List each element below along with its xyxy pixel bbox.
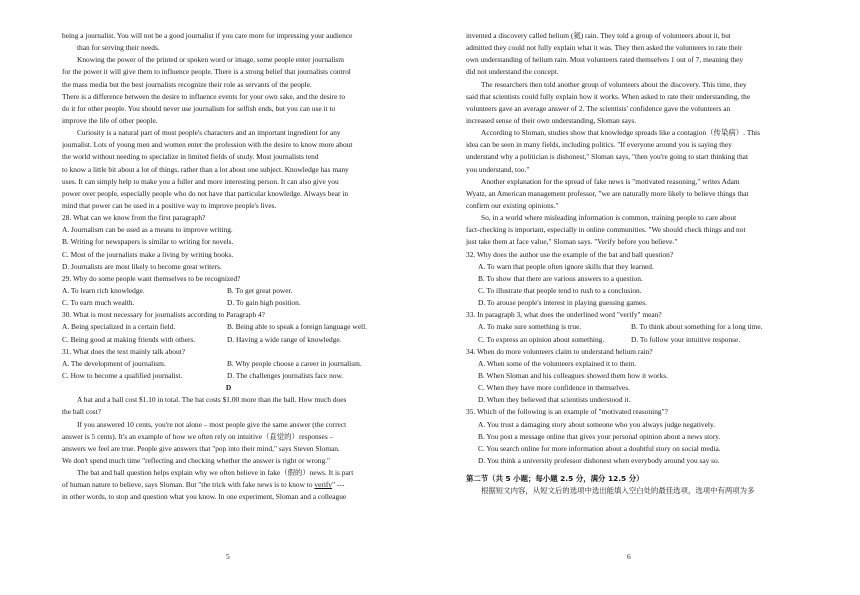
options-29-cd <box>62 297 395 309</box>
text-line: Another explanation for the spread of fake news is "motivated reasoning," writes Adam <box>481 176 740 186</box>
option-32c: C. To illustrate that people tend to rush to a conclusion. <box>478 285 642 295</box>
option-29c: C. To earn much wealth. <box>62 298 135 308</box>
option-35c: C. You search online for more information about a doubtful story on social media. <box>478 443 721 453</box>
option-28b: B. Writing for newspapers is similar to writing for novels. <box>62 237 234 247</box>
option-30d: D. Having a wide range of knowledge. <box>227 334 342 344</box>
text-line: A bat and a ball cost $1.10 in total. The bat costs $1.00 more than the ball. How much does <box>77 395 347 405</box>
page-number-right: 6 <box>627 552 631 561</box>
option-33c: C. To express an opinion about something. <box>478 334 605 344</box>
text-segment: " --- <box>332 480 345 490</box>
option-33d: D. To follow your intuitive response. <box>631 334 741 344</box>
option-35b: B. You post a message online that gives your personal opinion about a news story. <box>478 431 721 441</box>
text-line: for the power it will give them to influence people. There is a strong belief that journalists control <box>62 67 351 77</box>
text-line: improve the life of other people. <box>62 115 158 125</box>
underlined-word-verify: verify <box>314 480 333 490</box>
option-34b: B. When Sloman and his colleagues showed them how it works. <box>478 370 668 380</box>
text-line: If you answered 10 cents, you're not alone – most people give the same answer (the correct <box>77 419 347 429</box>
question-34: 34. When do more volunteers claim to understand helium rain? <box>466 346 653 356</box>
question-31: 31. What does the text mainly talk about? <box>62 346 186 356</box>
option-29b: B. To get great power. <box>227 285 293 295</box>
option-28a: A. Journalism can be used as a means to improve writing. <box>62 225 233 235</box>
question-35: 35. Which of the following is an example of "motivated reasoning"? <box>466 407 668 417</box>
option-31a: A. The development of journalism. <box>62 358 166 368</box>
option-30c: C. Being good at making friends with others. <box>62 334 196 344</box>
text-line: confirm our existing opinions." <box>466 200 559 210</box>
question-30: 30. What is most necessary for journalists according to Paragraph 4? <box>62 310 265 320</box>
text-line: volunteers gave an average answer of 2. The scientists' confidence gave the volunteers an <box>466 103 731 113</box>
page-number-left: 5 <box>226 552 230 561</box>
question-32: 32. Why does the author use the example of the bat and ball question? <box>466 249 674 259</box>
text-segment: of human nature to believe, says Sloman. But "the trick with fake news is to know to <box>62 480 315 490</box>
options-30-cd <box>62 334 395 346</box>
question-29: 29. Why do some people want themselves to be recognized? <box>62 273 241 283</box>
option-29d: D. To gain high position. <box>227 298 301 308</box>
section-2-instructions: 根据短文内容，从短文后的选项中选出能填入空白处的最佳选项，选项中有两项为多 <box>481 486 755 496</box>
text-line: the mass media but the best journalists recognize their role as servants of the people. <box>62 79 312 89</box>
text-line <box>62 479 395 491</box>
option-34d: D. When they believed that scientists understood it. <box>478 395 631 405</box>
text-line: The researchers then told another group of volunteers about the discovery. This time, they <box>481 79 747 89</box>
text-line: mind that power can be used in a positive way to improve people's lives. <box>62 200 277 210</box>
text-line: idea can be seen in many fields, including politics. "If everyone around you is saying they <box>466 140 732 150</box>
text-line: Curiosity is a natural part of most people's characters and an important ingredient for any <box>77 128 341 138</box>
text-line: the ball cost? <box>62 407 101 417</box>
right-page-column <box>466 30 796 497</box>
text-line: being a journalist. You will not be a good journalist if you care more for impressing your audience <box>62 31 353 40</box>
text-line: There is a difference between the desire to influence events for your own sake, and the desire to <box>62 91 346 101</box>
text-line: We don't spend much time "reflecting and checking whether the answer is right or wrong." <box>62 455 331 465</box>
options-29-ab <box>62 285 395 297</box>
section-heading-d: D <box>225 383 232 393</box>
text-line: According to Sloman, studies show that knowledge spreads like a contagion（传染病）. This <box>481 128 760 138</box>
option-35a: A. You trust a damaging story about someone who you always judge negatively. <box>478 419 716 429</box>
text-line: journalist. Lots of young men and women enter the profession with the desire to know more about <box>62 140 353 150</box>
text-line: answers we feel are true. People give answers that "pop into their mind," says Steven Sloman. <box>62 443 340 453</box>
text-line: admitted they could not fully explain what it was. They then asked the volunteers to rate their <box>466 43 743 53</box>
option-34c: C. When they have more confidence in themselves. <box>478 383 630 393</box>
text-line: fact-checking is important, especially in online communities. "We should check things and not <box>466 225 746 235</box>
text-line: increased sense of their own understanding, Sloman says. <box>466 115 637 125</box>
text-line: answer is 5 cents). It's an example of how we often rely on intuitive（直觉的）responses – <box>62 431 334 441</box>
option-33a: A. To make sure something is true. <box>478 322 582 332</box>
options-31-cd <box>62 370 395 382</box>
options-31-ab <box>62 358 395 370</box>
text-line: than for serving their needs. <box>77 43 160 53</box>
options-33-cd <box>466 334 796 346</box>
text-line: said that scientists could fully explain how it works. When asked to rate their understanding, the <box>466 91 751 101</box>
text-line: uses. It can simply help to make you a fuller and more interesting person. It can also give you <box>62 176 339 186</box>
question-28: 28. What can we know from the first paragraph? <box>62 213 206 223</box>
option-31b: B. Why people choose a career in journalism. <box>227 358 362 368</box>
left-page-column <box>62 30 395 503</box>
text-line: the world without needing to specialize in limited fields of study. Most journalists tend <box>62 152 319 162</box>
text-line: just take them at face value," Sloman says. "Verify before you believe." <box>466 237 678 247</box>
section-2-heading: 第二节（共 5 小题；每小题 2.5 分，满分 12.5 分） <box>466 474 644 484</box>
text-line: to know a little bit about a lot of things, rather than a lot about one subject. Knowledge has many <box>62 164 349 174</box>
option-28d: D. Journalists are most likely to become great writers. <box>62 261 222 271</box>
option-28c: C. Most of the journalists make a living by writing books. <box>62 249 234 259</box>
option-33b: B. To think about something for a long time. <box>631 322 763 332</box>
option-35d: D. You think a university professor dishonest when everybody around you say so. <box>478 455 720 465</box>
text-line: So, in a world where misleading information is common, training people to care about <box>481 213 737 223</box>
option-32b: B. To show that there are various answers to a question. <box>478 273 643 283</box>
question-33: 33. In paragraph 3, what does the underlined word "verify" mean? <box>466 310 662 320</box>
option-30a: A. Being specialized in a certain field. <box>62 322 176 332</box>
text-line: do it for other people. You should never use journalism for selfish ends, but you can use it to <box>62 103 336 113</box>
options-33-ab <box>466 321 796 333</box>
option-32d: D. To arouse people's interest in playing guessing games. <box>478 298 647 308</box>
text-line: you understand, too." <box>466 164 530 174</box>
text-line: power over people, especially people who do not have that particular knowledge. Always bear in <box>62 188 349 198</box>
text-line: did not understand the concept. <box>466 67 559 77</box>
option-32a: A. To warn that people often ignore skills that they learned. <box>478 261 654 271</box>
option-30b: B. Being able to speak a foreign language well. <box>227 322 367 332</box>
text-line: in other words, to stop and question what you know. In one experiment, Sloman and a colleague <box>62 492 347 502</box>
text-line: Knowing the power of the printed or spoken word or image, some people enter journalism <box>77 55 345 65</box>
option-34a: A. When some of the volunteers explained it to them. <box>478 358 637 368</box>
text-line: invented a discovery called helium (氦) rain. They told a group of volunteers about it, but <box>466 31 731 40</box>
text-line: own understanding of helium rain. Most volunteers rated themselves 1 out of 7, meaning they <box>466 55 744 65</box>
text-line: understand why a politician is dishonest," Sloman says, "then you're going to start thinking that <box>466 152 749 162</box>
options-30-ab <box>62 321 395 333</box>
option-31d: D. The challenges journalists face now. <box>227 370 344 380</box>
option-29a: A. To learn rich knowledge. <box>62 285 145 295</box>
option-31c: C. How to become a qualified journalist. <box>62 370 183 380</box>
text-line: The bat and ball question helps explain why we often believe in fake（假的）news. It is part <box>77 468 354 478</box>
text-line: Wyatz, an American management professor, "we are naturally more likely to believe things that <box>466 188 749 198</box>
